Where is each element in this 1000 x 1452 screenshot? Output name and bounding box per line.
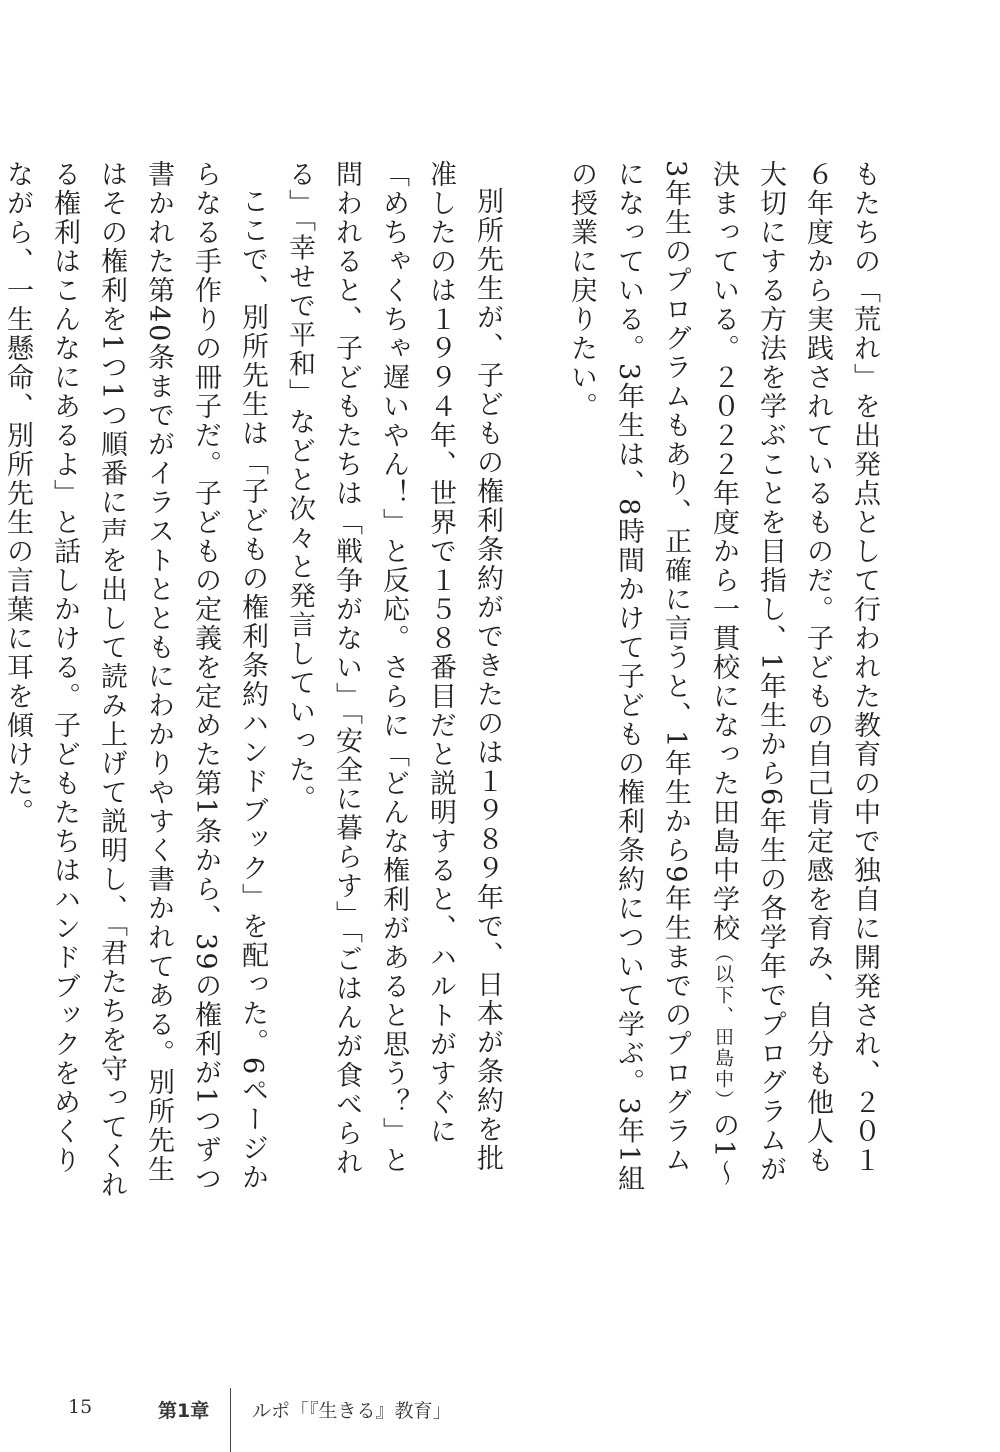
paragraph-2: 別所先生が、子どもの権利条約ができたのは１９８９年で、日本が条約を批准したのは１９９４年、世界で１５８番目だと説明すると、ハルトがすぐに「めちゃくちゃ遅いやん！」と反応。さらに「どんな権利があると思う？」と問われると、子どもたちは「戦争がない」「安全に暮らす」「ごはんが食べられる」「幸せで平和」などと次々と発言していった。	[284, 160, 503, 1177]
book-title: ルポ「『生きる』教育」	[252, 1400, 452, 1422]
page-number: 15	[68, 1396, 93, 1418]
paragraph-1-text-a: もたちの「荒れ」を出発点として行われた教育の中で独自に開発され、２０１６年度から実践されているものだ。子どもの自己肯定感を育み、自分も他人も大切にする方法を学ぶことを目指し、1年生から6年生の各学年でプログラムが決まっている。２０２２年度から一貫校になった田島中学校	[708, 160, 880, 1185]
paragraph-1-note: （以下、田島中）	[712, 943, 734, 1111]
body-text	[2, 160, 888, 1200]
paragraph-1-text-b: の1～3年生のプログラムもあり、正確に言うと、1年生から9年生までのプログラムになっている。3年生は、8時間かけて子どもの権利条約について学ぶ。3年1組の授業に戻りたい。	[566, 160, 739, 1194]
page-footer	[0, 1388, 1000, 1452]
footer-divider	[230, 1388, 231, 1452]
chapter-label: 第1章	[158, 1400, 210, 1422]
paragraph-3: ここで、別所先生は「子どもの権利条約ハンドブック」を配った。6ページからなる手作りの冊子だ。子どもの定義を定めた第1条から、39の権利が1つずつ書かれた第40条までがイラストとともにわかりやすく書かれてある。別所先生はその権利を1つ1つ順番に声を出して読み上げて説明し、「君たちを守ってくれる権利はこんなにあるよ」と話しかける。子どもたちはハンドブックをめくりながら、一生懸命、別所先生の言葉に耳を傾けた。	[2, 160, 268, 1200]
paragraph-1	[558, 160, 888, 1200]
